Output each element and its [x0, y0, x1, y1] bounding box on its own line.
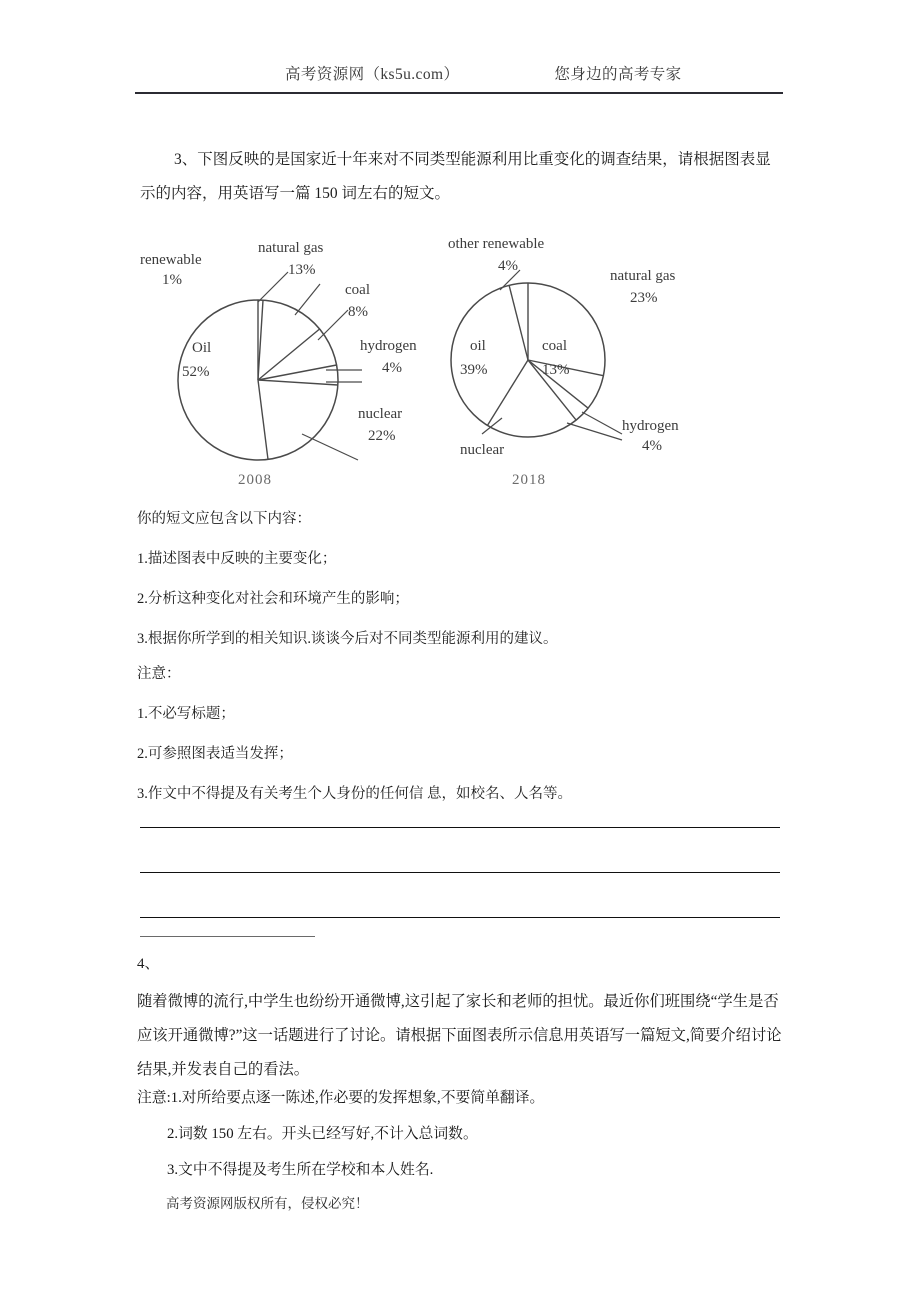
chart-2018-value-oil: 39% — [460, 362, 488, 378]
answer-line-3 — [140, 917, 780, 918]
question-4-prompt: 随着微博的流行,中学生也纷纷开通微博,这引起了家长和老师的担忧。最近你们班围绕“学生是否应该开通微博?”这一话题进行了讨论。请根据下面图表所示信息用英语写一篇短文,简要介绍讨论结果,并发表自己的看法。 — [137, 993, 782, 1078]
q4-note-item-2: 2.词数 150 左右。开头已经写好,不计入总词数。 — [167, 1126, 478, 1142]
chart-2008-value-coal: 8% — [348, 304, 368, 320]
requirement-item-2: 2.分析这种变化对社会和环境产生的影响； — [137, 591, 409, 607]
requirement-item-3: 3.根据你所学到的相关知识.谈谈今后对不同类型能源利用的建议。 — [137, 631, 558, 647]
chart-2018-value-coal: 13% — [542, 362, 570, 378]
question-3-requirements — [137, 510, 797, 670]
chart-2008-value-hydrogen: 4% — [382, 360, 402, 376]
chart-2008-value-oil: 52% — [182, 364, 210, 380]
chart-2018-label-hydrogen: hydrogen — [622, 418, 679, 434]
chart-2018-label-oil: oil — [470, 338, 486, 354]
chart-2008-label-oil: Oil — [192, 340, 212, 356]
answer-line-2 — [140, 872, 780, 873]
note-item-1: 1.不必写标题； — [137, 706, 235, 722]
q4-note-item-1: 注意:1.对所给要点逐一陈述,作必要的发挥想象,不要简单翻译。 — [137, 1090, 545, 1106]
header-slogan: 您身边的高考专家 — [554, 66, 682, 83]
question-3-notes — [137, 665, 817, 825]
chart-2008-label-nuclear: nuclear — [358, 406, 403, 422]
energy-pie-charts — [130, 222, 790, 507]
chart-2008-value-natural-gas: 13% — [288, 262, 316, 278]
q4-note-item-3: 3.文中不得提及考生所在学校和本人姓名. — [167, 1162, 434, 1178]
chart-2018-label-natural-gas: natural gas — [610, 268, 676, 284]
page-header — [135, 62, 783, 92]
header-divider — [135, 92, 783, 94]
chart-2018-label-other-renewable: other renewable — [448, 236, 545, 252]
answer-line-1 — [140, 827, 780, 828]
answer-line-4-partial — [140, 936, 315, 937]
requirements-title: 你的短文应包含以下内容： — [137, 511, 311, 527]
chart-2018-value-other-renewable: 4% — [498, 258, 518, 274]
requirement-item-1: 1.描述图表中反映的主要变化； — [137, 551, 337, 567]
header-site-name: 高考资源网（ks5u.com） — [285, 66, 460, 83]
chart-2018-label-nuclear: nuclear — [460, 442, 505, 458]
copyright-notice: 高考资源网版权所有，侵权必究！ — [166, 1196, 369, 1211]
chart-2018-value-hydrogen: 4% — [642, 438, 662, 454]
chart-2008-label-coal: coal — [345, 282, 370, 298]
chart-2008-year: 2008 — [238, 472, 272, 488]
note-item-2: 2.可参照图表适当发挥； — [137, 746, 293, 762]
chart-2018-year: 2018 — [512, 472, 546, 488]
chart-2008-value-renewable: 1% — [162, 272, 182, 288]
chart-2008-label-hydrogen: hydrogen — [360, 338, 417, 354]
question-4-notes — [137, 1088, 797, 1196]
chart-2008-label-natural-gas: natural gas — [258, 240, 324, 256]
pie-chart-2018 — [448, 236, 679, 488]
question-3-prompt: 3、下图反映的是国家近十年来对不同类型能源利用比重变化的调查结果，请根据图表显示的内容，用英语写一篇 150 词左右的短文。 — [140, 151, 771, 202]
notes-title: 注意： — [137, 666, 181, 682]
chart-2018-label-coal: coal — [542, 338, 567, 354]
chart-2008-label-renewable: renewable — [140, 252, 202, 268]
question-4-number: 4、 — [137, 956, 160, 972]
pie-chart-2008 — [140, 240, 417, 488]
note-item-3: 3.作文中不得提及有关考生个人身份的任何信 息，如校名、人名等。 — [137, 786, 572, 802]
chart-2008-value-nuclear: 22% — [368, 428, 396, 444]
chart-2018-value-natural-gas: 23% — [630, 290, 658, 306]
